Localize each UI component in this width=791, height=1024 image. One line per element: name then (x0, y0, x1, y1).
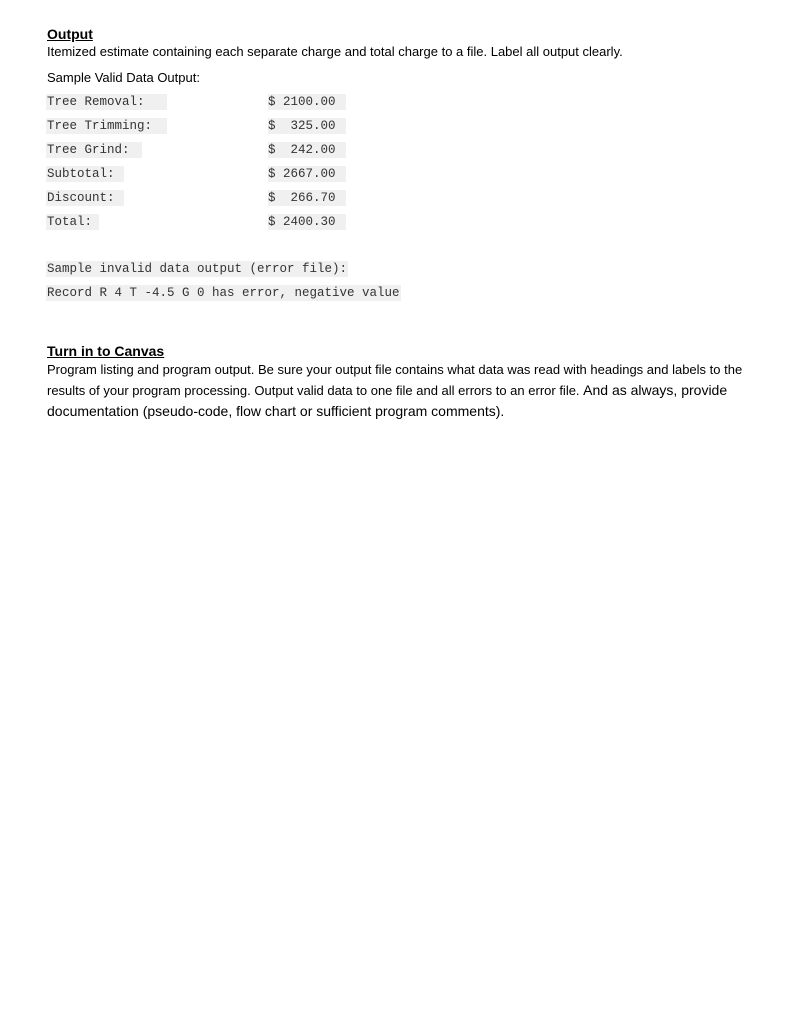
turnin-text-part1: Program listing and program output. Be sure your output file contains what data was read with headings and labels to the results of your program processing. Output valid data to one file and all errors to an error file. (47, 362, 743, 398)
row-value: $ 2100.00 (268, 94, 346, 110)
row-label: Total: (46, 214, 99, 230)
turnin-heading: Turn in to Canvas (47, 343, 165, 359)
row-label: Tree Grind: (46, 142, 142, 158)
row-label: Discount: (46, 190, 124, 206)
row-value: $ 2667.00 (268, 166, 346, 182)
turnin-text-part2: And as always, provide documentation (pseudo-code, flow chart or sufficient program comments). (47, 382, 728, 419)
row-label: Tree Removal: (46, 94, 167, 110)
row-label: Tree Trimming: (46, 118, 167, 134)
row-value: $ 242.00 (268, 142, 346, 158)
sample-valid-label: Sample Valid Data Output: (47, 70, 200, 85)
invalid-output-label: Sample invalid data output (error file): (47, 262, 348, 276)
row-value: $ 2400.30 (268, 214, 346, 230)
output-description: Itemized estimate containing each separate charge and total charge to a file. Label all output clearly. (47, 44, 623, 59)
row-value: $ 325.00 (268, 118, 346, 134)
turnin-instructions (47, 360, 757, 422)
invalid-record-line: Record R 4 T -4.5 G 0 has error, negative value (47, 286, 400, 300)
output-heading: Output (47, 26, 93, 42)
row-value: $ 266.70 (268, 190, 346, 206)
row-label: Subtotal: (46, 166, 124, 182)
